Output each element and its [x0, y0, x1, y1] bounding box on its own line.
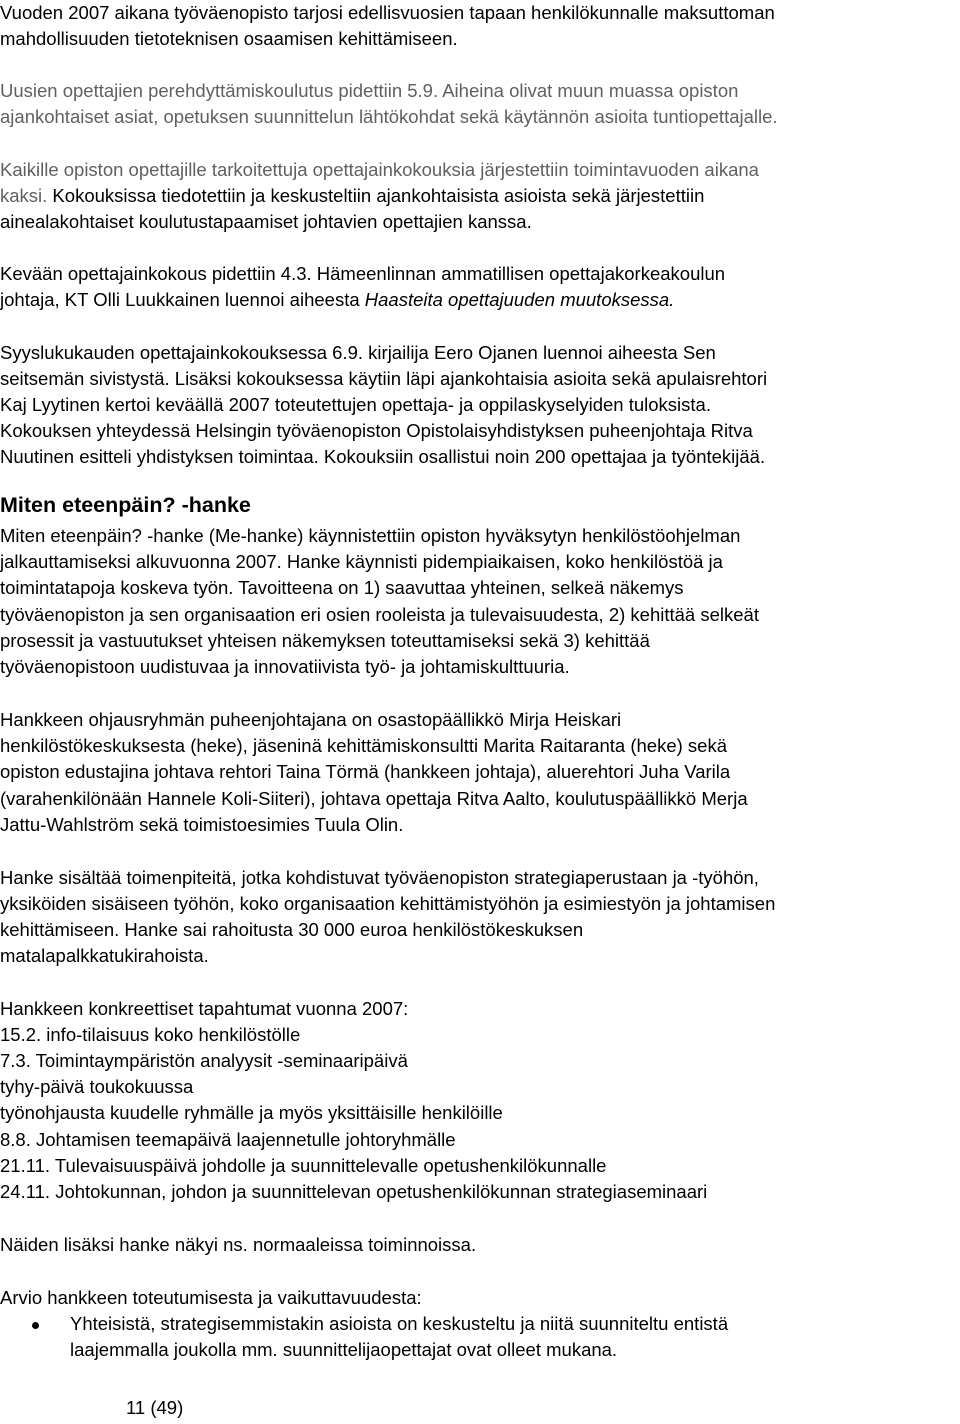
paragraph-line: jalkauttamiseksi alkuvuonna 2007. Hanke käynnisti pidempiaikaisen, koko henkilöstöä ja [0, 551, 723, 572]
paragraph-line: henkilöstökeskuksesta (heke), jäseninä kehittämiskonsultti Marita Raitaranta (heke) sekä [0, 735, 727, 756]
event-item: 7.3. Toimintaympäristön analyysit -seminaaripäivä [0, 1050, 408, 1071]
event-item: 24.11. Johtokunnan, johdon ja suunnittelevan opetushenkilökunnan strategiaseminaari [0, 1181, 708, 1202]
paragraph-line: ainealakohtaiset koulutustapaamiset johtavien opettajien kanssa. [0, 211, 532, 232]
event-item: 8.8. Johtamisen teemapäivä laajennetulle johtoryhmälle [0, 1129, 456, 1150]
event-item: tyhy-päivä toukokuussa [0, 1076, 194, 1097]
paragraph-line: ajankohtaiset asiat, opetuksen suunnittelun lähtökohdat sekä käytännön asioita tuntiopettajalle. [0, 106, 778, 127]
paragraph-line [0, 287, 674, 313]
event-item: työnohjausta kuudelle ryhmälle ja myös yksittäisille henkilöille [0, 1102, 503, 1123]
event-item: 15.2. info-tilaisuus koko henkilöstölle [0, 1024, 301, 1045]
paragraph-line: Kokouksen yhteydessä Helsingin työväenopiston Opistolaisyhdistyksen puheenjohtaja Ritva [0, 420, 753, 441]
paragraph-line: työväenopistoon uudistuvaa ja innovatiivista työ- ja johtamiskulttuuria. [0, 656, 570, 677]
events-title: Hankkeen konkreettiset tapahtumat vuonna 2007: [0, 998, 409, 1019]
paragraph-line: Hanke sisältää toimenpiteitä, jotka kohdistuvat työväenopiston strategiaperustaan ja -työhön, [0, 867, 759, 888]
paragraph-line: Kaikille opiston opettajille tarkoitettuja opettajainkokouksia järjestettiin toimintavuoden aikana [0, 159, 759, 180]
paragraph-line: matalapalkkatukirahoista. [0, 945, 209, 966]
paragraph-line: yksiköiden sisäiseen työhön, koko organisaation kehittämistyöhön ja esimiestyön ja johtamisen [0, 893, 776, 914]
talk-title: Haasteita opettajuuden muutoksessa. [364, 289, 675, 310]
paragraph-line: Kaj Lyytinen kertoi keväällä 2007 toteutettujen opettaja- ja oppilaskyselyiden tuloksista. [0, 394, 711, 415]
bullet-item-line: laajemmalla joukolla mm. suunnittelijaopettajat ovat olleet mukana. [70, 1339, 618, 1360]
paragraph-line: työväenopiston ja sen organisaation eri osien rooleista ja tulevaisuudesta, 2) kehittää selkeät [0, 604, 759, 625]
paragraph-line: Kevään opettajainkokous pidettiin 4.3. Hämeenlinnan ammatillisen opettajakorkeakoulun [0, 263, 726, 284]
event-item: 21.11. Tulevaisuuspäivä johdolle ja suunnittelevalle opetushenkilökunnalle [0, 1155, 607, 1176]
paragraph-line: seitsemän sivistystä. Lisäksi kokouksessa käytiin läpi ajankohtaisia asioita sekä apulaisrehtori [0, 368, 768, 389]
paragraph-line: (varahenkilönään Hannele Koli-Siiteri), johtava opettaja Ritva Aalto, koulutuspäällikkö Merja [0, 788, 748, 809]
paragraph-line: Näiden lisäksi hanke näkyi ns. normaaleissa toiminnoissa. [0, 1234, 477, 1255]
paragraph-line: Hankkeen ohjausryhmän puheenjohtajana on osastopäällikkö Mirja Heiskari [0, 709, 622, 730]
paragraph-line: opiston edustajina johtava rehtori Taina Törmä (hankkeen johtaja), aluerehtori Juha Varila [0, 761, 731, 782]
evaluation-title: Arvio hankkeen toteutumisesta ja vaikuttavuudesta: [0, 1287, 422, 1308]
paragraph-line: Syyslukukauden opettajainkokouksessa 6.9. kirjailija Eero Ojanen luennoi aiheesta Sen [0, 342, 716, 363]
paragraph-line: Uusien opettajien perehdyttämiskoulutus pidettiin 5.9. Aiheina olivat muun muassa opiston [0, 80, 739, 101]
text-run: johtaja, KT Olli Luukkainen luennoi aiheesta [0, 289, 365, 310]
paragraph-line: toimintatapoja koskeva työn. Tavoitteena on 1) saavuttaa yhteinen, selkeä näkemys [0, 577, 684, 598]
paragraph-line: Vuoden 2007 aikana työväenopisto tarjosi edellisvuosien tapaan henkilökunnalle maksuttoman [0, 2, 775, 23]
paragraph-line: Nuutinen esitteli yhdistyksen toimintaa. Kokouksiin osallistui noin 200 opettajaa ja työntekijää. [0, 446, 766, 467]
section-heading: Miten eteenpäin? -hanke [0, 493, 251, 517]
paragraph-line: mahdollisuuden tietoteknisen osaamisen kehittämiseen. [0, 28, 458, 49]
bullet-icon [32, 1322, 39, 1329]
paragraph-line [0, 183, 704, 209]
text-run: kaksi. [0, 185, 48, 206]
page-number: 11 (49) [126, 1397, 184, 1418]
paragraph-line: Jattu-Wahlström sekä toimistoesimies Tuula Olin. [0, 814, 404, 835]
paragraph-line: prosessit ja vastuutukset yhteisen näkemyksen toteuttamiseksi sekä 3) kehittää [0, 630, 650, 651]
paragraph-line: Miten eteenpäin? -hanke (Me-hanke) käynnistettiin opiston hyväksytyn henkilöstöohjelman [0, 525, 741, 546]
text-run: Kokouksissa tiedotettiin ja keskusteltiin ajankohtaisista asioista sekä järjestettiin [47, 185, 705, 206]
paragraph-line: kehittämiseen. Hanke sai rahoitusta 30 000 euroa henkilöstökeskuksen [0, 919, 584, 940]
bullet-item-line: Yhteisistä, strategisemmistakin asioista on keskusteltu ja niitä suunniteltu entistä [70, 1313, 729, 1334]
